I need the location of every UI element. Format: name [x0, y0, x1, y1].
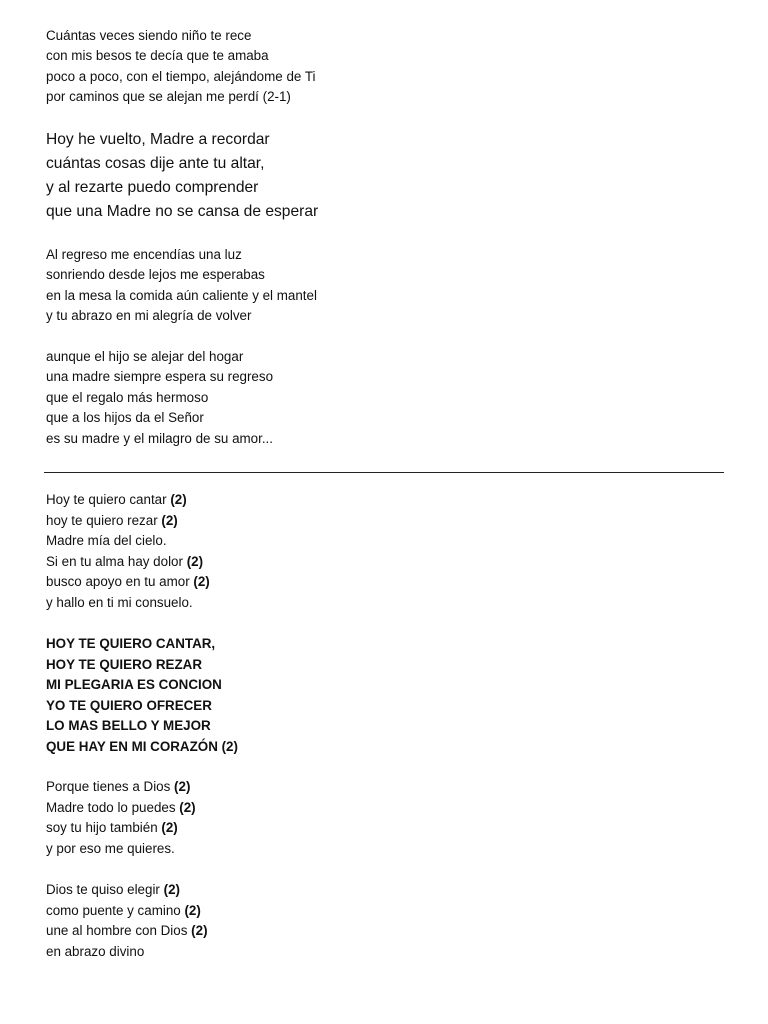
repeat-mark: (2) [161, 820, 178, 835]
song-line [46, 921, 726, 942]
song-line [46, 593, 726, 614]
poem-line: poco a poco, con el tiempo, alejándome de Ti [46, 68, 316, 84]
poem-line: que el regalo más hermoso [46, 389, 209, 405]
repeat-mark: (2) [191, 923, 208, 938]
chorus-line: QUE HAY EN MI CORAZÓN (2) [46, 738, 238, 754]
song-line [46, 777, 726, 798]
chorus-line: HOY TE QUIERO CANTAR, [46, 636, 216, 651]
repeat-mark: (2) [174, 779, 191, 794]
song-chorus [46, 634, 726, 757]
repeat-mark: (2) [179, 799, 196, 815]
poem-line: cuántas cosas dije ante tu altar, [46, 155, 265, 172]
song-line-text: Porque tienes a Dios [46, 779, 175, 794]
song-line-text: y hallo en ti mi consuelo. [46, 594, 193, 610]
song-line [46, 818, 726, 839]
song-line-text: Madre todo lo puedes [46, 799, 180, 815]
song-line-text: en abrazo divino [46, 943, 145, 959]
poem-line: Hoy he vuelto, Madre a recordar [46, 131, 270, 148]
song-line-text: une al hombre con Dios [46, 923, 192, 938]
repeat-mark: (2) [163, 882, 180, 897]
song-line-text: y por eso me quieres. [46, 840, 175, 856]
poem-line: aunque el hijo se alejar del hogar [46, 349, 244, 364]
repeat-mark: (2) [161, 512, 178, 528]
poem-line: en la mesa la comida aún caliente y el mantel [46, 287, 317, 303]
song-line [46, 798, 726, 819]
poem-line: una madre siempre espera su regreso [46, 369, 274, 385]
repeat-mark: (2) [193, 574, 210, 589]
song-line-text: hoy te quiero rezar [46, 512, 162, 528]
song-line [46, 839, 726, 860]
song-line-text: busco apoyo en tu amor [46, 574, 194, 589]
song-line-text: Madre mía del cielo. [46, 533, 167, 548]
poem-line: Cuántas veces siendo niño te rece [46, 28, 252, 43]
song-line-text: soy tu hijo también [46, 820, 162, 835]
song-line [46, 880, 726, 901]
song-line [46, 572, 726, 593]
chorus-line: MI PLEGARIA ES CONCION [46, 677, 222, 692]
poem-stanza-3 [46, 245, 726, 327]
poem-line: y al rezarte puedo comprender [46, 179, 259, 196]
poem-stanza-2 [46, 128, 726, 224]
poem-line: con mis besos te decía que te amaba [46, 48, 269, 64]
poem-stanza-1 [46, 26, 726, 108]
repeat-mark: (2) [184, 902, 201, 918]
chorus-line: LO MAS BELLO Y MEJOR [46, 718, 211, 733]
song-line [46, 552, 726, 573]
song-line [46, 942, 726, 963]
poem-line: es su madre y el milagro de su amor... [46, 430, 273, 446]
song-line [46, 531, 726, 552]
song-line [46, 490, 726, 511]
song-line-text: Dios te quiso elegir [46, 882, 164, 897]
repeat-mark: (2) [186, 553, 204, 569]
poem-line: que a los hijos da el Señor [46, 410, 204, 426]
repeat-mark: (2) [170, 492, 187, 507]
poem-line: Al regreso me encendías una luz [46, 247, 242, 262]
song-verse-3 [46, 880, 726, 962]
poem-line: por caminos que se alejan me perdí (2-1) [46, 89, 291, 105]
chorus-line: YO TE QUIERO OFRECER [46, 697, 212, 713]
section-divider [44, 472, 724, 473]
song-verse-2 [46, 777, 726, 859]
poem-line: y tu abrazo en mi alegría de volver [46, 308, 252, 324]
song-line-text: como puente y camino [46, 902, 185, 918]
poem-stanza-4 [46, 347, 726, 449]
song-line [46, 511, 726, 532]
song-line-text: Hoy te quiero cantar [46, 492, 171, 507]
song-line-text: Si en tu alma hay dolor [46, 553, 187, 569]
song-line [46, 901, 726, 922]
song-verse-1 [46, 490, 726, 613]
poem-line: que una Madre no se cansa de esperar [46, 203, 319, 220]
chorus-line: HOY TE QUIERO REZAR [46, 656, 202, 672]
poem-line: sonriendo desde lejos me esperabas [46, 267, 265, 283]
